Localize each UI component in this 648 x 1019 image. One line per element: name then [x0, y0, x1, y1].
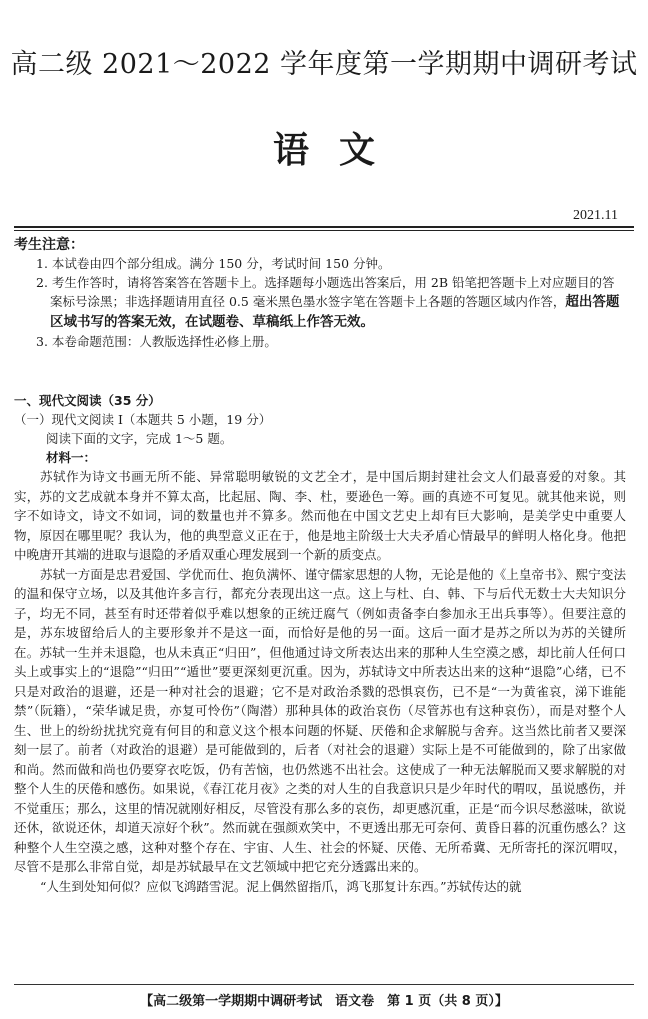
passage-paragraph-3: “人生到处知何似？应似飞鸿踏雪泥。泥上偶然留指爪，鸿飞那复计东西。”苏轼传达的就 — [40, 878, 522, 894]
exam-title: 高二级 2021～2022 学年度第一学期期中调研考试 — [10, 49, 638, 80]
header-rule-thin — [14, 230, 634, 231]
material-label: 材料一： — [46, 450, 97, 465]
notice-item-2-text: 2. 考生作答时，请将答案答在答题卡上。选择题每小题选出答案后，用 2B 铅笔把答题卡上对应题目的答案标号涂黑；非选择题请用直径 0.5 毫米黑色墨水签字笔在答题卡上各题的答题区域内作答， — [36, 275, 615, 309]
notice-item-3: 3. 本卷命题范围：人教版选择性必修上册。 — [36, 334, 277, 349]
notice-item-1: 1. 本试卷由四个部分组成。满分 150 分，考试时间 150 分钟。 — [36, 256, 391, 271]
notice-heading: 考生注意： — [14, 237, 84, 253]
notice-block — [14, 254, 626, 351]
reading-passage — [14, 467, 626, 896]
instruction-text: 阅读下面的文字，完成 1～5 题。 — [46, 431, 233, 446]
notice-item-2-emphasis: 超出答题区域书写的答案无效，在试题卷、草稿纸上作答无效。 — [50, 294, 620, 330]
subject-title: 语文 — [272, 129, 405, 171]
header-rule-thick — [14, 226, 634, 228]
exam-date: 2021.11 — [573, 208, 618, 223]
passage-paragraph-1: 苏轼作为诗文书画无所不能、异常聪明敏锐的文艺全才，是中国后期封建社会文人们最喜爱的对象。其实，苏的文艺成就本身并不算太高，比起屈、陶、李、杜，要逊色一筹。画的真迹不可复见。就其他来说，则字不如诗文，诗文不如词，词的数量也并不算多。然而他在中国文艺史上却有巨大影响，是美学史中重要人物，原因在哪里呢？我认为，他的典型意义正在于，他是地主阶级士大夫矛盾心情最早的鲜明人格化身。他把中晚唐开其端的进取与退隐的矛盾双重心理发展到一个新的质变点。 — [14, 469, 626, 562]
section-header — [14, 391, 626, 467]
page-footer: 【高二级第一学期期中调研考试 语文卷 第 1 页（共 8 页）】 — [140, 994, 508, 1009]
subsection-heading: （一）现代文阅读 Ⅰ（本题共 5 小题，19 分） — [14, 412, 272, 427]
part-heading: 一、现代文阅读（35 分） — [14, 393, 161, 408]
footer-rule — [14, 984, 634, 985]
passage-paragraph-2: 苏轼一方面是忠君爱国、学优而仕、抱负满怀、谨守儒家思想的人物，无论是他的《上皇帝书》、熙宁变法的温和保守立场，以及其他许多言行，都充分表现出这一点。这上与杜、白、韩、下与后代无数士大夫知识分子，均无不同，甚至有时还带着似乎难以想象的正统迂腐气（例如责备李白参加永王出兵事等）。但要注意的是，苏东坡留给后人的主要形象并不是这一面，而恰好是他的另一面。这后一面才是苏之所以为苏的关键所在。苏轼一生并未退隐，也从未真正“归田”，但他通过诗文所表达出来的那种人生空漠之感，却比前人任何口头上或事实上的“退隐”“归田”“遁世”要更深刻更沉重。因为，苏轼诗文中所表达出来的这种“退隐”心绪，已不只是对政治的退避，还是一种对社会的退避；它不是对政治杀戮的恐惧哀伤，已不是“一为黄雀哀，涕下谁能禁”（阮籍），“荣华诚足贵，亦复可怜伤”（陶潜）那种具体的政治哀伤（尽管苏也有这种哀伤），而是对整个人生、世上的纷纷扰扰究竟有何目的和意义这个根本问题的怀疑、厌倦和企求解脱与舍弃。这当然比前者又要深刻一层了。前者（对政治的退避）是可能做到的，后者（对社会的退避）实际上是不可能做到的，除了出家做和尚。然而做和尚也仍要穿衣吃饭，仍有苦恼，也仍然逃不出社会。这使成了一种无法解脱而又要求解脱的对整个人生的厌倦和感伤。如果说，《春江花月夜》之类的对人生的自我意识只是少年时代的喟叹，虽说感伤，并不觉重压；那么，这里的情况就刚好相反，尽管没有那么多的哀伤，却更感沉重，正是“而今识尽愁滋味，欲说还休，欲说还休，却道天凉好个秋”。然而就在强颜欢笑中，不更透出那无可奈何、黄昏日暮的沉重伤感么？这种整个人生空漠之感，这种对整个存在、宇宙、人生、社会的怀疑、厌倦、无所希冀、无所寄托的深沉喟叹，尽管不是那么非常自觉，却是苏轼最早在文艺领域中把它充分透露出来的。 — [14, 566, 626, 874]
notice-item-2 — [14, 273, 626, 332]
